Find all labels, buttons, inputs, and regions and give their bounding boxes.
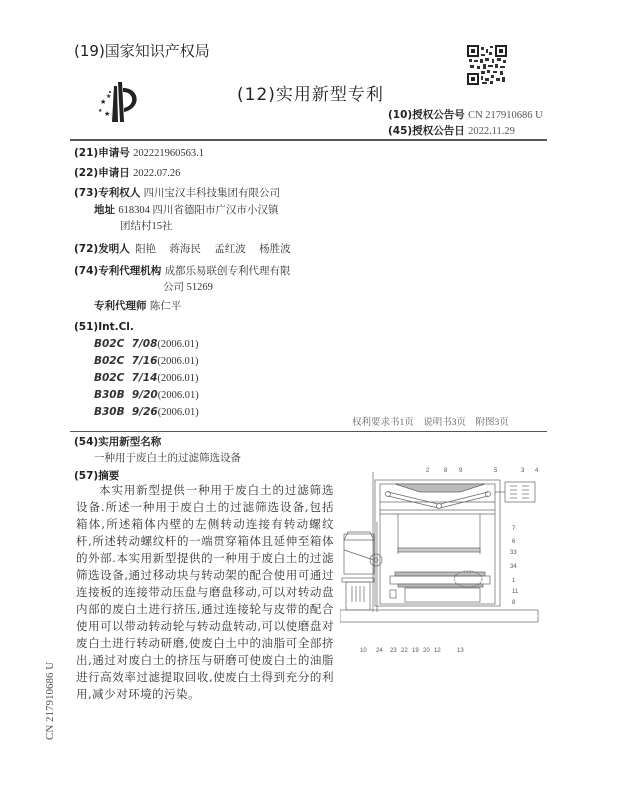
svg-text:★: ★: [100, 98, 107, 106]
device-drawing: [340, 462, 570, 662]
figure-label-bottom: 22: [401, 648, 408, 654]
agency-line-1: 成都乐易联创专利代理有限: [164, 266, 291, 277]
qr-code-icon[interactable]: [467, 45, 507, 85]
ipc-code: B02C 7/16: [94, 355, 158, 367]
figure-label-right: 1: [512, 578, 516, 584]
abstract-body: [76, 482, 334, 703]
inventors-row: [74, 242, 291, 257]
abstract-figure: [340, 462, 570, 662]
ipc-code: B02C 7/14: [94, 372, 158, 384]
ipc-label: (51)Int.Cl.: [74, 321, 134, 333]
inventor: 孟红波: [214, 244, 246, 255]
agency-label: (74)专利代理机构: [74, 265, 162, 277]
agent-row: [94, 299, 181, 314]
figure-label-top: 3: [521, 468, 525, 474]
side-publication-id: CN 217910686 U: [44, 661, 56, 740]
figure-label-top: 9: [459, 468, 463, 474]
svg-text:★: ★: [104, 110, 111, 118]
svg-text:★: ★: [106, 93, 112, 100]
ipc-version: (2006.01): [157, 390, 199, 401]
figure-label-bottom: 12: [434, 648, 441, 654]
application-number-label: (21)申请号: [74, 147, 130, 159]
figure-label-bottom: 13: [457, 648, 464, 654]
cnipa-logo-icon: [96, 78, 146, 124]
publication-date: 2022.11.29: [468, 126, 515, 137]
ipc-version: (2006.01): [157, 373, 199, 384]
publication-date-label: (45)授权公告日: [388, 125, 465, 137]
application-date-label: (22)申请日: [74, 167, 130, 179]
figure-label-right: 33: [510, 550, 517, 556]
figure-label-right: 6: [512, 539, 516, 545]
pages-divider: [70, 431, 547, 432]
document-type: (12)实用新型专利: [237, 85, 384, 105]
patentee: 四川宝汉丰科技集团有限公司: [143, 188, 281, 199]
agency-line-2: 公司 51269: [163, 282, 213, 293]
agency-row: [74, 264, 291, 279]
figure-label-top: 2: [426, 468, 430, 474]
figure-label-right: 7: [512, 526, 516, 532]
ipc-version: (2006.01): [157, 339, 199, 350]
figure-label-right: 11: [512, 589, 519, 595]
ipc-entry: [94, 388, 199, 403]
publication-number-row: [388, 108, 543, 123]
figure-label-bottom: 10: [360, 648, 367, 654]
figure-label-bottom: 23: [390, 648, 397, 654]
figure-label-bottom: 19: [412, 648, 419, 654]
ipc-version: (2006.01): [157, 407, 199, 418]
office-name: (19)国家知识产权局: [74, 42, 210, 60]
inventor: 蒋海民: [169, 244, 201, 255]
ipc-entry: [94, 354, 199, 369]
application-date-row: [74, 166, 180, 181]
address-row: [94, 203, 278, 218]
address-line-1: 618304 四川省德阳市广汉市小汉镇: [118, 205, 279, 216]
ipc-code: B30B 9/20: [94, 389, 158, 401]
ipc-entry: [94, 337, 199, 352]
figure-label-bottom: 24: [376, 648, 383, 654]
utility-model-title: 一种用于废白土的过滤筛选设备: [94, 453, 241, 464]
publication-date-row: [388, 124, 515, 139]
application-date: 2022.07.26: [133, 168, 181, 179]
inventor: 杨胜波: [259, 244, 291, 255]
header-divider: [70, 139, 547, 141]
agent: 陈仁平: [149, 301, 182, 312]
pages-summary: 权利要求书1页 说明书3页 附图3页: [352, 418, 509, 428]
abstract-text: 本实用新型提供一种用于废白土的过滤筛选设备.所述一种用于废白土的过滤筛选设备,包括箱体,所述箱体内壁的左侧转动连接有转动螺纹杆,所述转动螺纹杆的一端贯穿箱体且延伸至箱体的外部.本实用新型提供的一种用于废白土的过滤筛选设备,通过移动块与转动架的配合使用可通过连接板的连接带动压盘与磨盘移动,可以对转动盘内部的废白土进行挤压,通过连接轮与皮带的配合使用可以带动转动轮与转动盘转动,可以使磨盘对废白土进行转动研磨,使废白土中的油脂可全部挤出,通过对废白土的挤压与研磨可使废白土的油脂进行高效率过滤提取回收,使废白土得到充分的利用,减少对环境的污染。: [76, 483, 334, 701]
ipc-entry: [94, 371, 199, 386]
patentee-label: (73)专利权人: [74, 187, 141, 199]
figure-label-top: 8: [444, 468, 448, 474]
figure-label-bottom: 20: [423, 648, 430, 654]
agent-label: 专利代理师: [94, 300, 147, 312]
ipc-entry: [94, 405, 199, 420]
address-line-2: 团结村15社: [120, 221, 173, 232]
ipc-version: (2006.01): [157, 356, 199, 367]
patentee-row: [74, 186, 280, 201]
figure-label-top: 4: [535, 468, 539, 474]
publication-number: CN 217910686 U: [468, 110, 543, 121]
svg-text:★: ★: [98, 108, 103, 114]
publication-number-label: (10)授权公告号: [388, 109, 465, 121]
inventors-label: (72)发明人: [74, 243, 130, 255]
application-number: 202221960563.1: [133, 148, 204, 159]
figure-label-top: 5: [494, 468, 498, 474]
figure-label-right: 34: [510, 564, 517, 570]
application-number-row: [74, 146, 204, 161]
abstract-label: (57)摘要: [74, 470, 120, 482]
ipc-code: B30B 9/26: [94, 406, 158, 418]
figure-label-right: 8: [512, 600, 516, 606]
utility-model-title-label: (54)实用新型名称: [74, 436, 162, 448]
ipc-code: B02C 7/08: [94, 338, 158, 350]
address-label: 地址: [94, 204, 115, 216]
inventor: 阳艳: [135, 244, 157, 255]
